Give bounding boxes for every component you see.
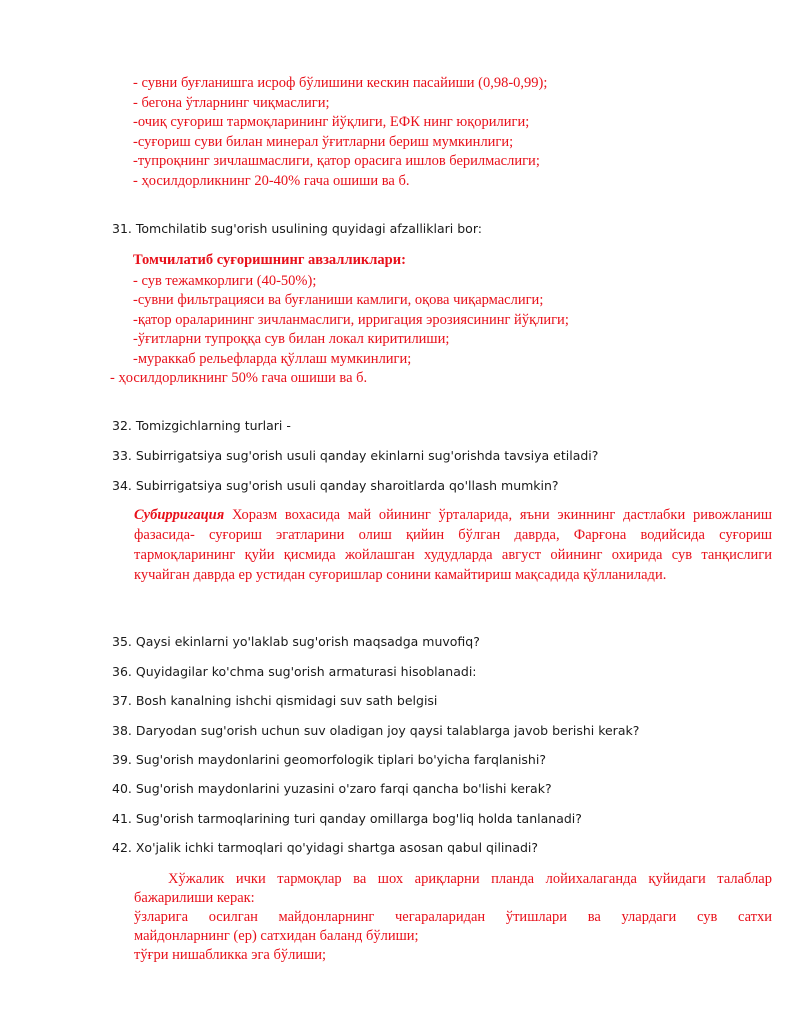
list-item: - сувни буғланишга исроф бўлишини кескин пасайиши (0,98-0,99); [133, 75, 548, 91]
question-32: 32. Tomizgichlarning turlari - [112, 418, 291, 433]
question-33: 33. Subirrigatsiya sug'orish usuli qanday ekinlarni sug'orishda tavsiya etiladi? [112, 448, 599, 463]
list-item: -суғориш суви билан минерал ўғитларни бериш мумкинлиги; [133, 133, 514, 150]
internal-network-answer [134, 870, 772, 965]
list-item: -мураккаб рельефларда қўллаш мумкинлиги; [133, 350, 412, 367]
answer-line: бажарилиши керак: [134, 890, 255, 906]
drip-advantages-block [110, 251, 569, 389]
list-item: -очиқ суғориш тармоқларининг йўқлиги, ЕФК нинг юқорилиги; [133, 114, 530, 130]
subirrigation-answer [134, 505, 772, 585]
question-39: 39. Sug'orish maydonlarini geomorfologik tiplari bo'yicha farqlanishi? [112, 752, 546, 767]
question-41: 41. Sug'orish tarmoqlarining turi qanday omillarga bog'liq holda tanlanadi? [112, 811, 582, 826]
list-item: -сувни фильтрацияси ва буғланиши камлиги, оқова чиқармаслиги; [133, 292, 544, 308]
list-item: - сув тежамкорлиги (40-50%); [133, 272, 317, 289]
answer-line: майдонларнинг (ер) сатхидан баланд бўлиши; [134, 928, 419, 944]
question-42: 42. Xo'jalik ichki tarmoqlari qo'yidagi shartga asosan qabul qilinadi? [112, 840, 539, 855]
drip-advantages-list-1 [133, 74, 547, 191]
answer-line: Хўжалик ички тармоқлар ва шох ариқларни планда лойихалаганда қуйидаги талаблар [168, 871, 772, 887]
answer-term: Субирригация [134, 507, 225, 523]
list-item: - ҳосилдорликнинг 20-40% гача ошиши ва б. [133, 172, 410, 189]
question-38: 38. Daryodan sug'orish uchun suv oladigan joy qaysi talablarga javob berishi kerak? [112, 723, 640, 738]
list-item: - бегона ўтларнинг чиқмаслиги; [133, 94, 330, 111]
answer-line: ўзларига осилган майдонларнинг чегараларидан ўтишлари ва улардаги сув сатхи [134, 909, 772, 925]
question-40: 40. Sug'orish maydonlarini yuzasini o'zaro farqi qancha bo'lishi kerak? [112, 781, 552, 796]
list-item: -ўғитларни тупроққа сув билан локал киритилиши; [133, 331, 450, 347]
answer-heading: Томчилатиб суғоришнинг авзалликлари: [133, 252, 406, 268]
question-31: 31. Tomchilatib sug'orish usulining quyidagi afzalliklari bor: [112, 221, 482, 236]
list-item: - ҳосилдорликнинг 50% гача ошиши ва б. [110, 370, 368, 386]
list-item: -қатор ораларининг зичланмаслиги, ирригация эрозиясининг йўқлиги; [133, 311, 569, 328]
list-item: -тупроқнинг зичлашмаслиги, қатор орасига ишлов берилмаслиги; [133, 153, 540, 169]
question-36: 36. Quyidagilar ko'chma sug'orish armaturasi hisoblanadi: [112, 664, 477, 679]
answer-line: тўғри нишабликка эга бўлиши; [134, 947, 327, 963]
question-37: 37. Bosh kanalning ishchi qismidagi suv sath belgisi [112, 693, 438, 708]
answer-text: Хоразм вохасида май ойининг ўрталарида, яъни экиннинг дастлабки ривожланиш фазасида- суғориш эгатларини олиш қийин бўлган даврда, Фарғона водийсида суғориш тармоқларининг қуйи қисмида жойлашган худудларда август ойининг охирида сув танқислиги кучайган даврда ер устидан суғоришлар сонини камайтириш мақсадида қўлланилади. [134, 507, 772, 583]
question-34: 34. Subirrigatsiya sug'orish usuli qanday sharoitlarda qo'llash mumkin? [112, 478, 559, 493]
question-35: 35. Qaysi ekinlarni yo'laklab sug'orish maqsadga muvofiq? [112, 634, 480, 649]
